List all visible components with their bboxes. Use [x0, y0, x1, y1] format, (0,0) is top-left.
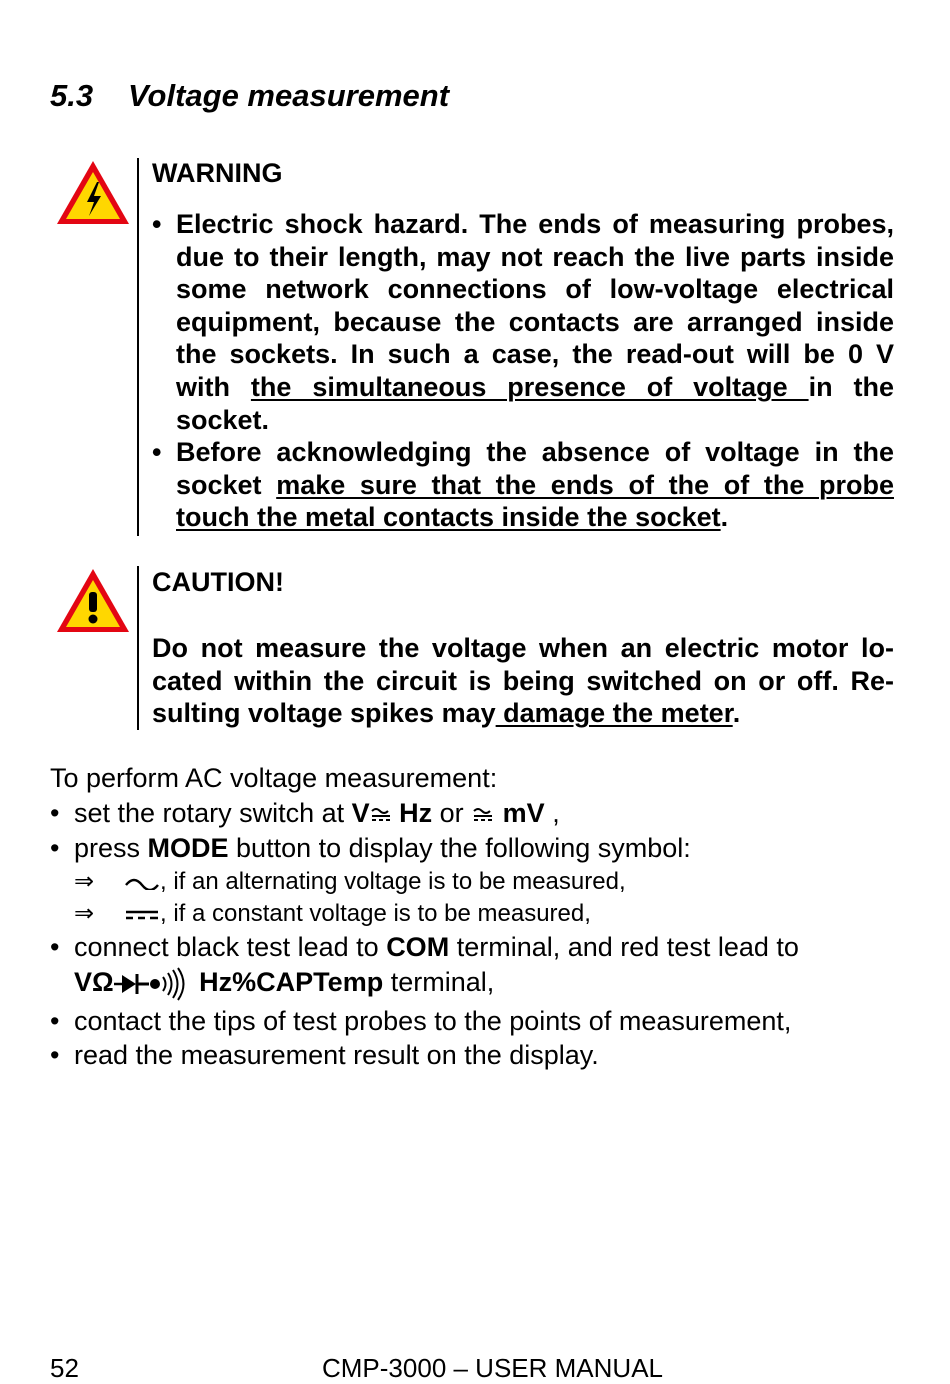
- warning-title: WARNING: [152, 158, 283, 188]
- dc-symbol-icon: [124, 908, 160, 922]
- page-number: 52: [50, 1353, 79, 1383]
- ac-dc-symbol-icon: [471, 807, 495, 823]
- symbol-ac-text: , if an alternating voltage is to be measured,: [160, 868, 626, 895]
- ac-dc-symbol-icon: [370, 807, 392, 823]
- implies-arrow-icon: ⇒: [74, 900, 95, 927]
- warning-item: • Electric shock hazard. The ends of measuring probes, due to their length, may not reach the live parts inside some network connections of low-voltage electrical equipment, because the contacts are arranged inside the sockets. In such a case, the read-out will be 0 V with the simultaneous presence of voltage in the socket.: [152, 209, 894, 435]
- list-item: • press MODE button to display the following symbol:: [50, 833, 691, 863]
- bullet-icon: •: [50, 798, 60, 828]
- warning-divider: [137, 158, 139, 536]
- exclamation-warning-icon: [54, 566, 132, 636]
- bullet-icon: •: [50, 1006, 60, 1036]
- bullet-icon: •: [152, 209, 162, 239]
- list-item: • set the rotary switch at V Hz or mV ,: [50, 798, 560, 828]
- section-number: 5.3: [50, 78, 94, 113]
- caution-divider: [137, 566, 139, 730]
- warning-item: • Before acknowledging the absence of voltage in the socket make sure that the ends of the of the probe touch the metal contacts inside the socket.: [152, 437, 894, 533]
- section-title: Voltage measurement: [128, 78, 450, 113]
- list-item: • contact the tips of test probes to the points of measurement,: [50, 1006, 792, 1036]
- bullet-icon: •: [50, 833, 60, 863]
- symbol-dc-row: [74, 898, 591, 930]
- implies-arrow-icon: ⇒: [74, 868, 95, 895]
- footer-title: CMP-3000 – USER MANUAL: [322, 1353, 663, 1383]
- warning-list: [152, 208, 894, 534]
- list-item: • connect black test lead to COM terminal, and red test lead to VΩ Hz%CAPTemp terminal,: [50, 930, 898, 1001]
- section-heading: [50, 76, 449, 116]
- bullet-icon: •: [50, 932, 60, 962]
- symbol-ac-row: [74, 866, 626, 898]
- high-voltage-warning-icon: [54, 158, 132, 228]
- diode-continuity-symbol-icon: [114, 967, 192, 1001]
- symbol-dc-text: , if a constant voltage is to be measured,: [160, 900, 591, 927]
- caution-text: Do not measure the voltage when an electric motor lo-cated within the circuit is being switched on or off. Re-sulting voltage spikes may damage the meter.: [152, 633, 894, 729]
- ac-symbol-icon: [124, 876, 160, 890]
- instructions-intro: To perform AC voltage measurement:: [50, 763, 498, 793]
- caution-title: CAUTION!: [152, 567, 284, 597]
- bullet-icon: •: [152, 437, 162, 468]
- bullet-icon: •: [50, 1040, 60, 1070]
- list-item: • read the measurement result on the display.: [50, 1040, 599, 1070]
